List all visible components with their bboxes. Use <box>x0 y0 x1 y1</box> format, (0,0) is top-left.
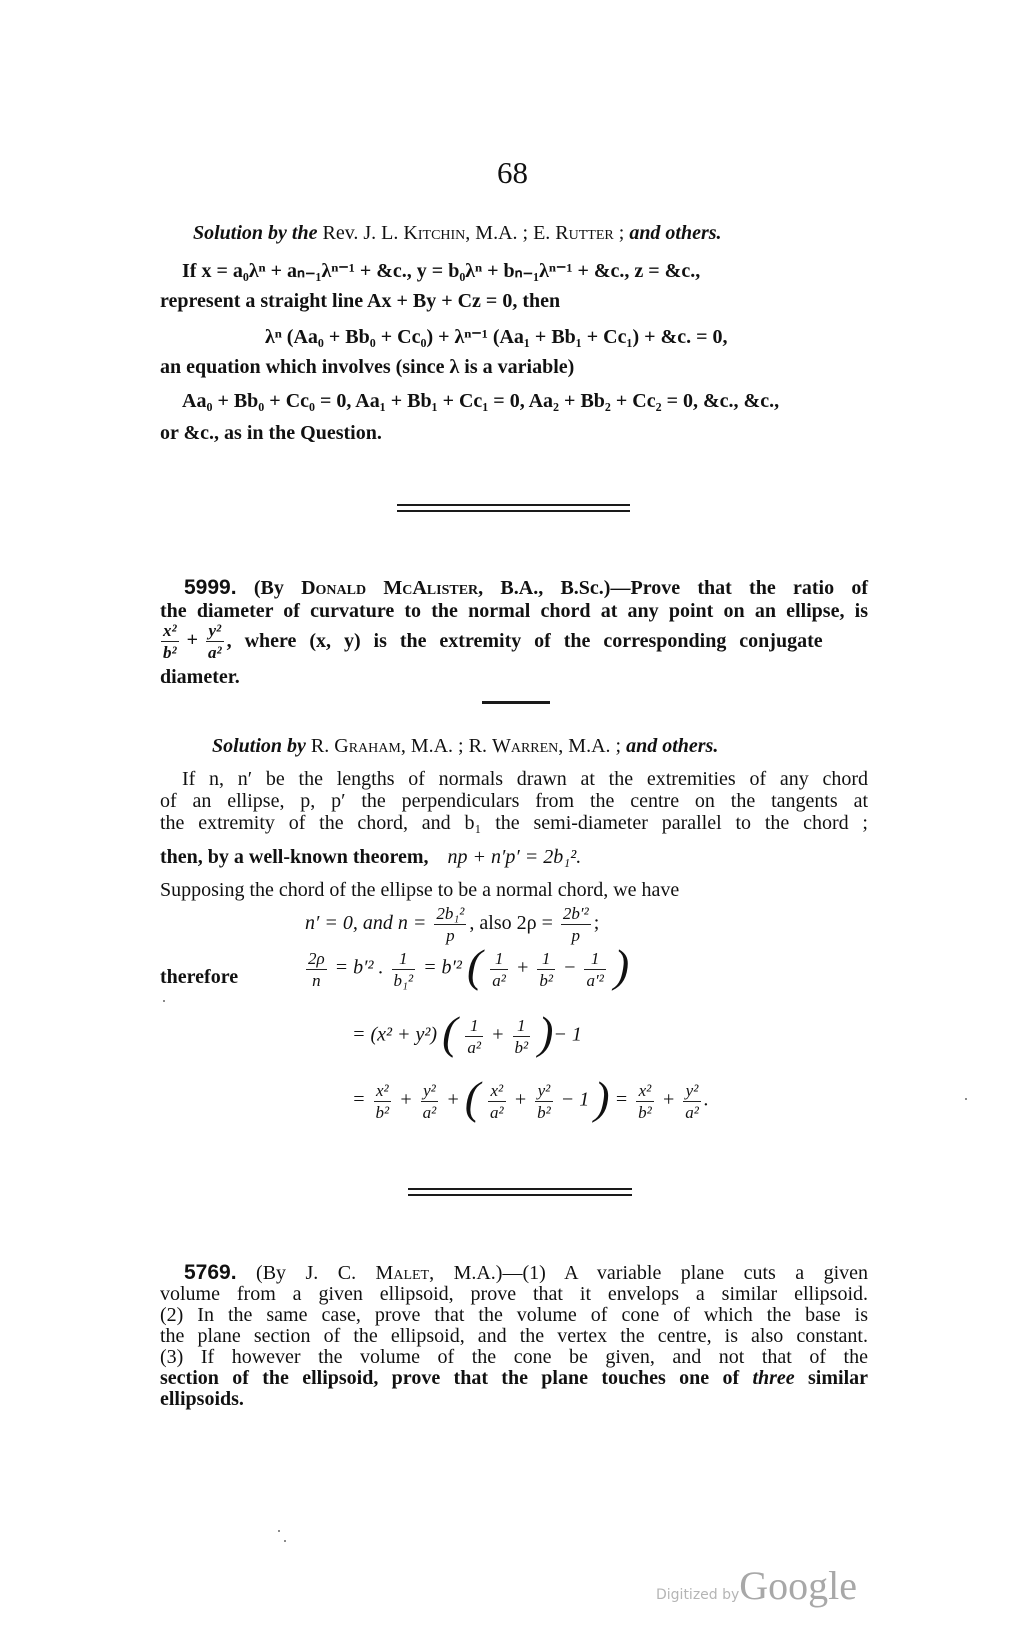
equals-sign: = <box>352 1088 366 1111</box>
author-graham: Graham <box>334 735 401 757</box>
eq3-part-a: = (x² + y²) <box>352 1023 438 1046</box>
heading-sep: ; <box>613 222 630 244</box>
text-as-in-question: or &c., as in the Question. <box>160 422 382 444</box>
heading-author-pre: Rev. J. L. <box>322 222 404 244</box>
author-post: , B.A., B.Sc.)—Prove that the ratio of <box>478 577 868 599</box>
equation-therefore <box>303 940 630 992</box>
solution-heading-graham <box>212 735 718 758</box>
fraction-1-over-aprime2: $\frac{1}{\text{a′²}}$ <box>586 948 604 990</box>
minus-one: − 1 <box>560 1088 590 1111</box>
fraction-2rho-over-n: $\frac{2\rho}{n}$ <box>308 948 325 990</box>
scan-speck <box>163 1000 165 1002</box>
equation-final <box>352 1072 709 1124</box>
therefore-label: therefore <box>160 966 239 988</box>
eq1-semicolon: ; <box>593 912 600 935</box>
author-mcalister: Donald McAlister <box>301 577 479 599</box>
solution-p3: the extremity of the chord, and b₁ the semi-diameter parallel to the chord ; <box>160 812 868 834</box>
equals-sign: = <box>614 1088 629 1111</box>
scan-speck <box>278 1530 280 1532</box>
minus-one: − 1 <box>553 1023 582 1046</box>
line6-italic: three <box>752 1367 795 1389</box>
plus-sign: + <box>661 1088 676 1111</box>
question-5769-line5: (3) If however the volume of the cone be given, and not that of the <box>160 1346 868 1368</box>
equation-parametric: If x = a₀λⁿ + aₙ₋₁λⁿ⁻¹ + &c., y = b₀λⁿ + bₙ₋₁λⁿ⁻¹ + &c., z = &c., <box>182 260 701 282</box>
solution-p1: If n, n′ be the lengths of normals drawn at the extremities of any chord <box>182 768 868 790</box>
left-paren: ( <box>464 1072 481 1123</box>
divider-bottom-line <box>408 1194 632 1196</box>
digitized-by-text: Digitized by <box>656 1587 740 1603</box>
theorem-equation: np + n′p′ = 2b₁². <box>447 846 582 868</box>
divider-bottom-line <box>397 510 630 512</box>
fraction-x2-over-b2: $\frac{\text{x²}}{\text{b²}}$ <box>375 1080 390 1122</box>
eq1-part-a: n′ = 0, and n = <box>305 912 427 935</box>
fraction-x2-b2: $\frac{\text{x²}}{\text{b²}}$ <box>163 621 177 662</box>
fraction-1-over-b2: $\frac{1}{\text{b²}}$ <box>539 948 553 990</box>
question-5769-line2: volume from a given ellipsoid, prove that it envelops a similar ellipsoid. <box>160 1283 868 1305</box>
heading-tail: and others. <box>629 222 722 244</box>
fraction-x2-over-a2: $\frac{\text{x²}}{\text{a²}}$ <box>490 1080 504 1122</box>
right-paren: ) <box>613 940 630 991</box>
author-kitchin: Kitchin <box>403 222 466 244</box>
eq2-part-b: = b′² <box>423 956 462 979</box>
solution-heading-kitchin <box>193 222 722 245</box>
line6-pre: section of the ellipsoid, prove that the plane touches one of <box>160 1367 740 1389</box>
right-paren: ) <box>594 1072 610 1123</box>
eq2-part-a: = b′² . <box>334 956 384 979</box>
minus-sign: − <box>562 956 577 979</box>
eq1-part-b: , also 2ρ = <box>469 912 553 935</box>
plus-sign: + <box>446 1088 460 1111</box>
right-paren: ) <box>538 1007 554 1058</box>
fraction-2bprimesq-over-p: $\frac{\text{2b′²}}{p}$ <box>562 904 589 945</box>
heading-a2-post: , M.A. ; <box>558 735 627 757</box>
question-number-5999: 5999. <box>184 576 237 599</box>
fraction-1-over-b2: $\frac{1}{\text{b²}}$ <box>514 1015 529 1057</box>
text-equation-involves: an equation which involves (since λ is a variable) <box>160 356 575 378</box>
question-5769-line3: (2) In the same case, prove that the volume of cone of which the base is <box>160 1304 868 1326</box>
line6-post: similar <box>808 1367 869 1389</box>
plus-sign: + <box>491 1023 505 1046</box>
period: . <box>703 1088 709 1111</box>
fraction-y2-over-b2: $\frac{\text{y²}}{\text{b²}}$ <box>537 1080 551 1122</box>
equation-lambda: λⁿ (Aa₀ + Bb₀ + Cc₀) + λⁿ⁻¹ (Aa₁ + Bb₁ + Cc₁) + &c. = 0, <box>265 326 728 348</box>
scan-speck <box>284 1540 286 1542</box>
author-malet: Malet <box>375 1262 430 1284</box>
fraction-x2-over-b2-result: $\frac{\text{x²}}{\text{b²}}$ <box>638 1080 652 1122</box>
question-5769-line4: the plane section of the ellipsoid, and the vertex the centre, is also constant. <box>160 1325 868 1347</box>
page-number: 68 <box>497 155 528 190</box>
question-5999-line1 <box>160 577 868 599</box>
left-paren: ( <box>442 1007 458 1058</box>
fraction-1-over-b1sq: $\frac{1}{\text{b₁²}}$ <box>393 948 414 990</box>
author-pre: (By J. C. <box>256 1262 376 1284</box>
author-pre: (By <box>253 577 302 599</box>
plus-sign: + <box>186 629 199 652</box>
question-5999-line3 <box>158 622 823 661</box>
question-5769-line1 <box>160 1262 868 1284</box>
fraction-1-over-a2: $\frac{1}{\text{a²}}$ <box>492 948 506 990</box>
equation-sum-squares <box>352 1007 582 1059</box>
google-logo: Google <box>739 1563 858 1608</box>
heading-italic: Solution by the <box>193 222 318 244</box>
question-5999-line2: the diameter of curvature to the normal chord at any point on an ellipse, is <box>160 600 868 622</box>
solution-p5: Supposing the chord of the ellipse to be a normal chord, we have <box>160 879 680 901</box>
solution-p2: of an ellipse, p, p′ the perpendiculars from the centre on the tangents at <box>160 790 868 812</box>
plus-sign: + <box>513 1088 528 1111</box>
fraction-y2-a2: $\frac{\text{y²}}{\text{a²}}$ <box>208 621 222 662</box>
question-5769-line7: ellipsoids. <box>160 1388 244 1410</box>
scan-speck <box>965 1098 967 1100</box>
divider-top-line <box>408 1188 632 1190</box>
text-straight-line: represent a straight line Ax + By + Cz = 0, then <box>160 290 561 312</box>
google-watermark <box>656 1562 857 1609</box>
short-rule <box>482 701 550 704</box>
left-paren: ( <box>466 940 483 991</box>
plus-sign: + <box>399 1088 413 1111</box>
heading-italic: Solution by <box>212 735 306 757</box>
divider-top-line <box>397 504 630 506</box>
author-warren: Warren <box>491 735 559 757</box>
fraction-y2-over-a2-result: $\frac{\text{y²}}{\text{a²}}$ <box>685 1080 699 1122</box>
fraction-y2-over-a2: $\frac{\text{y²}}{\text{a²}}$ <box>422 1080 437 1122</box>
question-5769-line6 <box>160 1367 868 1389</box>
theorem-text: then, by a well-known theorem, <box>160 846 429 868</box>
fraction-1-over-a2: $\frac{1}{\text{a²}}$ <box>467 1015 481 1057</box>
heading-tail: and others. <box>626 735 719 757</box>
fraction-2b1sq-over-p: $\frac{\text{2b₁²}}{p}$ <box>436 904 465 945</box>
author-rutter: Rutter <box>555 222 614 244</box>
heading-author-post: , M.A. ; E. <box>465 222 556 244</box>
question-number-5769: 5769. <box>184 1261 237 1284</box>
heading-a1-post: , M.A. ; R. <box>400 735 492 757</box>
solution-p4 <box>160 846 581 869</box>
question-5999-line4: diameter. <box>160 666 240 688</box>
equation-normal-chord <box>305 905 599 944</box>
equation-coefficients: Aa₀ + Bb₀ + Cc₀ = 0, Aa₁ + Bb₁ + Cc₁ = 0, Aa₂ + Bb₂ + Cc₂ = 0, &c., &c., <box>182 390 780 412</box>
author-post: , M.A.)—(1) A variable plane cuts a given <box>429 1262 869 1284</box>
conjugate-text: , where (x, y) is the extremity of the corresponding conjugate <box>226 630 823 652</box>
plus-sign: + <box>515 956 530 979</box>
heading-a1-pre: R. <box>310 735 335 757</box>
